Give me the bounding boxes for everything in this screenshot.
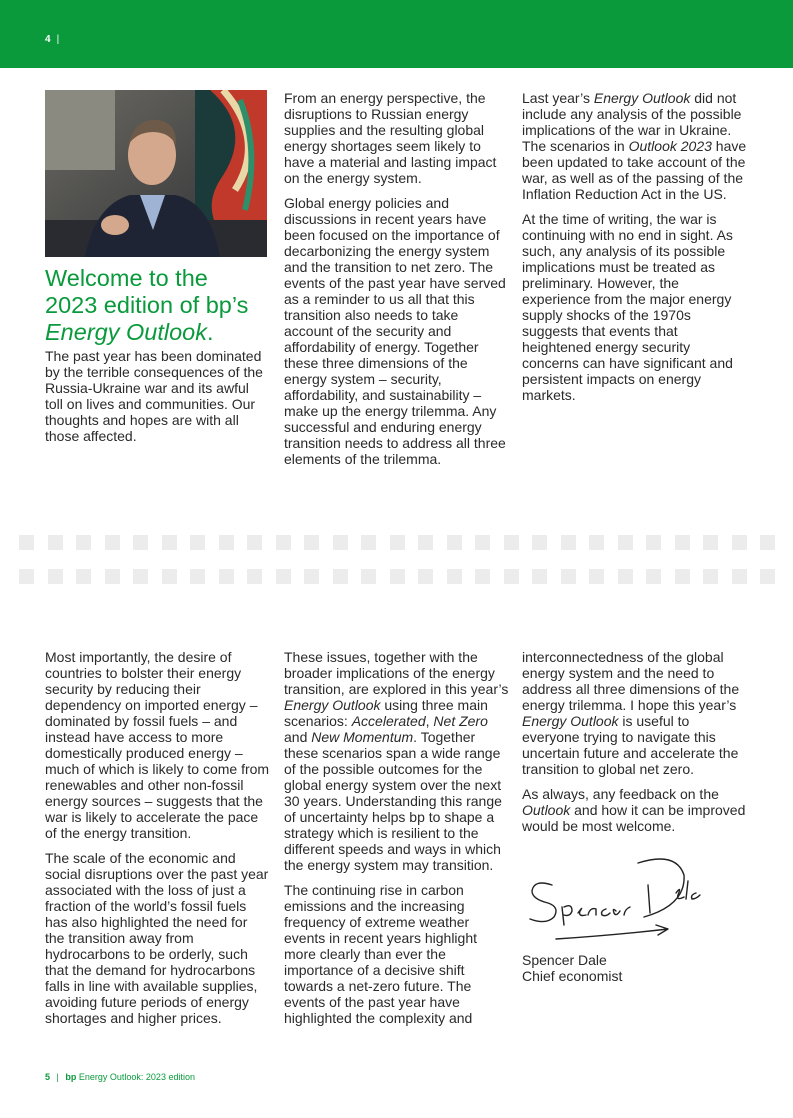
band-square [646, 569, 661, 584]
text-run-italic: Accelerated [351, 713, 426, 729]
welcome-headline [45, 265, 275, 346]
text-run-italic: Outlook 2023 [628, 138, 712, 154]
band-square [703, 569, 718, 584]
band-square [646, 535, 661, 550]
band-square [247, 535, 262, 550]
band-square [247, 569, 262, 584]
band-square [304, 569, 319, 584]
paragraph [284, 649, 509, 873]
band-square [133, 569, 148, 584]
band-square [589, 569, 604, 584]
column-2-top [284, 90, 509, 476]
band-square [732, 535, 747, 550]
band-square [760, 535, 775, 550]
header-page-number [45, 34, 59, 45]
band-square [589, 535, 604, 550]
text-run: and how it can be improved would be most welcome. [522, 802, 746, 834]
band-square [333, 535, 348, 550]
paragraph: The scale of the economic and social disruptions over the past year associated with the loss of just a fraction of the world’s fossil fuels has also highlighted the need for the transition away from hydrocarbons to be orderly, such that the demand for hydrocarbons falls in line with available supplies, avoiding future periods of energy shortages and higher prices. [45, 850, 269, 1026]
band-square [504, 569, 519, 584]
band-square [304, 535, 319, 550]
decorative-band-1 [0, 535, 793, 550]
text-run: These issues, together with the broader implications of the energy transition, are explored in this year’s [284, 649, 509, 697]
band-square [418, 569, 433, 584]
column-2-bottom [284, 649, 509, 1035]
text-run-italic: Outlook [522, 802, 571, 818]
paragraph [522, 786, 747, 834]
column-1-top [45, 348, 270, 453]
text-run: have been updated to take account of the war, as well as of the passing of the Inflation Reduction Act in the US. [522, 138, 747, 202]
band-square [418, 535, 433, 550]
band-square [532, 535, 547, 550]
text-run: . Together these scenarios span a wide range of the possible outcomes for the global energy system over the next 30 years. Understanding this range of uncertainty helps bp to shape a strategy which is resilient to the different speeds and ways in which the energy system may transition. [284, 729, 502, 873]
band-square [447, 569, 462, 584]
band-square [504, 535, 519, 550]
handwritten-signature [526, 855, 716, 945]
band-square [475, 535, 490, 550]
band-square [219, 535, 234, 550]
band-square [703, 535, 718, 550]
band-square [190, 569, 205, 584]
band-square [760, 569, 775, 584]
paragraph [522, 649, 747, 777]
band-square [532, 569, 547, 584]
headline-period: . [206, 319, 214, 345]
text-run-italic: Energy Outlook [284, 697, 381, 713]
band-square [361, 535, 376, 550]
portrait-image [45, 90, 267, 257]
band-square [333, 569, 348, 584]
text-run: Last year’s [522, 90, 594, 106]
column-3-bottom [522, 649, 747, 843]
band-square [19, 569, 34, 584]
band-square [561, 535, 576, 550]
band-square [162, 569, 177, 584]
band-square [390, 535, 405, 550]
band-square [361, 569, 376, 584]
paragraph: The past year has been dominated by the terrible consequences of the Russia-Ukraine war and its awful toll on lives and communities. Our thoughts and hopes are with all those affected. [45, 348, 263, 444]
page-number-separator: | [56, 34, 60, 45]
band-square [19, 535, 34, 550]
column-3-top [522, 90, 747, 412]
band-square [219, 569, 234, 584]
paragraph [522, 90, 747, 202]
band-square [76, 535, 91, 550]
footer-separator: | [56, 1072, 59, 1082]
text-run: using three main scenarios: [284, 697, 488, 729]
band-square [675, 569, 690, 584]
band-square [618, 569, 633, 584]
paragraph: Most importantly, the desire of countries to bolster their energy security by reducing their dependency on imported energy – dominated by fossil fuels – and instead have access to more domestically produced energy – much of which is likely to come from renewables and other non-fossil energy sources – suggests that the war is likely to accelerate the pace of the energy transition. [45, 649, 270, 841]
band-square [162, 535, 177, 550]
band-square [105, 535, 120, 550]
portrait-photo [45, 90, 267, 257]
paragraph: At the time of writing, the war is continuing with no end in sight. As such, any analysis of its possible implications must be treated as preliminary. However, the experience from the major energy supply shocks of the 1970s suggests that events that heightened energy security concerns can have significant and persistent impacts on energy markets. [522, 211, 733, 403]
band-square [390, 569, 405, 584]
footer [45, 1072, 195, 1082]
band-square [675, 535, 690, 550]
text-run-italic: Net Zero [433, 713, 488, 729]
text-run: As always, any feedback on the [522, 786, 719, 802]
signatory-title: Chief economist [522, 968, 623, 984]
footer-title: Energy Outlook: 2023 edition [76, 1072, 195, 1082]
text-run-italic: New Momentum [311, 729, 414, 745]
signatory-name: Spencer Dale [522, 952, 607, 968]
band-square [447, 535, 462, 550]
band-square [190, 535, 205, 550]
signature-image [526, 855, 716, 945]
footer-brand: bp [65, 1072, 77, 1082]
band-square [732, 569, 747, 584]
decorative-band-2 [0, 569, 793, 584]
text-run: , [425, 713, 434, 729]
band-square [105, 569, 120, 584]
signatory [522, 952, 747, 984]
band-square [276, 569, 291, 584]
headline-line-2: 2023 edition of bp’s [45, 292, 249, 318]
band-square [48, 569, 63, 584]
headline-line-3: Energy Outlook [45, 319, 207, 345]
band-square [561, 569, 576, 584]
page-number: 4 [45, 34, 51, 45]
paragraph: The continuing rise in carbon emissions and the increasing frequency of extreme weather events in recent years highlight more clearly than ever the importance of a decisive shift towards a net-zero future. The events of the past year have highlighted the complexity and [284, 882, 477, 1026]
band-square [133, 535, 148, 550]
headline-line-1: Welcome to the [45, 265, 208, 291]
band-square [475, 569, 490, 584]
paragraph: From an energy perspective, the disruptions to Russian energy supplies and the resulting global energy shortages seem likely to have a material and lasting impact on the energy system. [284, 90, 497, 186]
text-run: interconnectedness of the global energy system and the need to address all three dimensions of the energy trilemma. I hope this year’s [522, 649, 740, 713]
band-square [48, 535, 63, 550]
header-bar [0, 0, 793, 68]
text-run-italic: Energy Outlook [522, 713, 619, 729]
footer-page-number: 5 [45, 1072, 51, 1082]
text-run: and [284, 729, 312, 745]
band-square [76, 569, 91, 584]
column-1-bottom [45, 649, 270, 1035]
paragraph: Global energy policies and discussions in recent years have been focused on the importance of decarbonizing the energy system and the transition to net zero. The events of the past year have served as a reminder to us all that this transition also needs to take account of the security and affordability of energy. Together these three dimensions of the energy system – security, affordability, and sustainability – make up the energy trilemma. Any successful and enduring energy transition needs to address all three elements of the trilemma. [284, 195, 506, 467]
text-run-italic: Energy Outlook [593, 90, 691, 106]
text-run: is useful to everyone trying to navigate this uncertain future and accelerate the transition to global net zero. [522, 713, 739, 777]
band-square [618, 535, 633, 550]
text-run: did not include any analysis of the possible implications of the war in Ukraine. The scenarios in [522, 90, 742, 154]
band-square [276, 535, 291, 550]
